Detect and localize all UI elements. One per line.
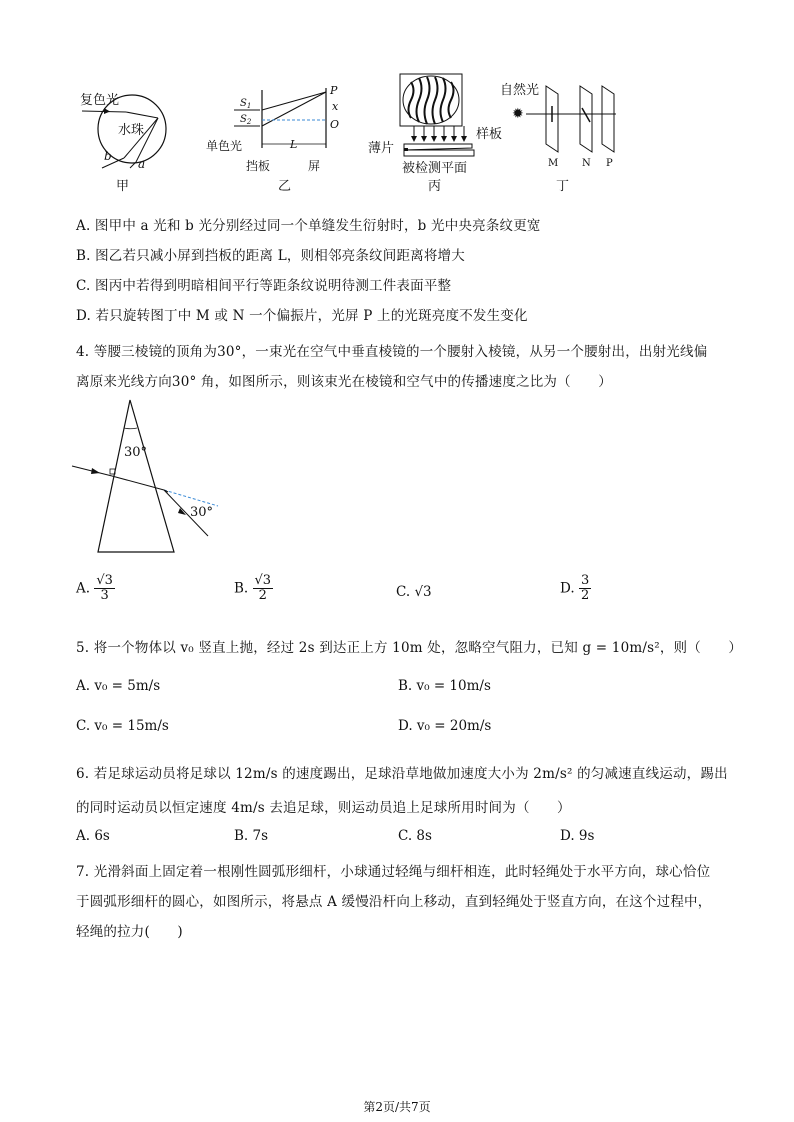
q5-option-b: B. v₀ = 10m/s bbox=[398, 678, 491, 694]
page-number: 第2页/共7页 bbox=[363, 1100, 431, 1114]
caption-jia: 甲 bbox=[116, 179, 130, 194]
figure-bing bbox=[364, 72, 514, 196]
q3-option-c: C. 图丙中若得到明暗相间平行等距条纹说明待测工件表面平整 bbox=[76, 278, 452, 294]
label-board: 挡板 bbox=[246, 159, 271, 173]
label-O: O bbox=[330, 118, 340, 131]
figure-yi bbox=[204, 84, 354, 196]
q3-option-d: D. 若只旋转图丁中 M 或 N 一个偏振片，光屏 P 上的光斑亮度不发生变化 bbox=[76, 308, 528, 324]
q4-stem-line1: 4. 等腰三棱镜的顶角为30°，一束光在空气中垂直棱镜的一个腰射入棱镜，从另一个腰射出，出射光线偏 bbox=[76, 344, 708, 360]
label-L: L bbox=[290, 138, 298, 151]
caption-bing: 丙 bbox=[428, 179, 442, 194]
q3-option-a: A. 图甲中 a 光和 b 光分别经过同一个单缝发生衍射时，b 光中央亮条纹更宽 bbox=[76, 218, 541, 234]
prism-triangle bbox=[98, 400, 174, 552]
label-b: b bbox=[104, 149, 112, 163]
label-x: x bbox=[332, 100, 339, 113]
caption-yi: 乙 bbox=[278, 179, 292, 194]
q6-stem-line2: 的同时运动员以恒定速度 4m/s 去追足球，则运动员追上足球所用时间为（ ） bbox=[76, 800, 571, 816]
q7-stem-line1: 7. 光滑斜面上固定着一根刚性圆弧形细杆，小球通过轻绳与细杆相连，此时轻绳处于水平方向，球心恰位 bbox=[76, 864, 711, 880]
figure-ding bbox=[496, 76, 636, 196]
caption-ding: 丁 bbox=[556, 179, 570, 194]
label-light: 复色光 bbox=[80, 93, 120, 108]
q4-option-b: B. $\frac{√3}{2}$ bbox=[234, 573, 272, 604]
label-film: 薄片 bbox=[368, 141, 395, 156]
q4-option-d: D. $\frac{3}{2}$ bbox=[560, 573, 590, 604]
label-screen: 屏 bbox=[308, 159, 321, 173]
angle-top-label: 30° bbox=[124, 445, 148, 460]
polarizer-N bbox=[580, 86, 592, 152]
q7-stem-line2: 于圆弧形细杆的圆心，如图所示，将悬点 A 缓慢沿杆向上移动，直到轻绳处于竖直方向，在这个过程中， bbox=[76, 894, 712, 910]
q6-option-c: C. 8s bbox=[398, 828, 432, 844]
sample-plate bbox=[404, 144, 472, 150]
label-P: P bbox=[330, 84, 338, 97]
label-mono: 单色光 bbox=[206, 139, 243, 153]
q5-option-a: A. v₀ = 5m/s bbox=[76, 678, 161, 694]
test-plane bbox=[404, 150, 474, 156]
q6-option-b: B. 7s bbox=[234, 828, 269, 844]
q4-option-c: C. √3 bbox=[396, 584, 432, 600]
label-natural-light: 自然光 bbox=[500, 83, 540, 98]
angle-exit-label: 30° bbox=[190, 505, 214, 520]
q6-stem-line1: 6. 若足球运动员将足球以 12m/s 的速度踢出，足球沿草地做加速度大小为 2m/s² 的匀减速直线运动，踢出 bbox=[76, 766, 728, 782]
label-drop: 水珠 bbox=[118, 123, 145, 138]
q4-option-a: A. $\frac{√3}{3}$ bbox=[76, 573, 113, 604]
q5-stem: 5. 将一个物体以 v₀ 竖直上抛，经过 2s 到达正上方 10m 处，忽略空气阻力，已知 g = 10m/s²，则（ ） bbox=[76, 640, 743, 656]
prism-figure bbox=[66, 396, 226, 560]
q6-option-a: A. 6s bbox=[76, 828, 110, 844]
label-sample: 样板 bbox=[476, 127, 503, 142]
label-P: P bbox=[606, 158, 613, 169]
light-source-icon: ✹ bbox=[512, 106, 524, 122]
q6-option-d: D. 9s bbox=[560, 828, 595, 844]
figure-jia bbox=[76, 84, 176, 196]
label-N: N bbox=[582, 158, 591, 169]
label-M: M bbox=[548, 158, 559, 169]
screen-P bbox=[602, 86, 614, 152]
label-s1: $S_1$ bbox=[240, 98, 252, 110]
q4-stem-line2: 离原来光线方向30° 角，如图所示，则该束光在棱镜和空气中的传播速度之比为（ ） bbox=[76, 374, 612, 390]
label-a: a bbox=[138, 157, 146, 171]
label-plane: 被检测平面 bbox=[402, 161, 468, 176]
q3-option-b: B. 图乙若只减小屏到挡板的距离 L，则相邻亮条纹间距离将增大 bbox=[76, 248, 465, 264]
q5-option-d: D. v₀ = 20m/s bbox=[398, 718, 492, 734]
q7-stem-line3: 轻绳的拉力( ) bbox=[76, 924, 183, 940]
q5-option-c: C. v₀ = 15m/s bbox=[76, 718, 169, 734]
label-s2: $S_2$ bbox=[240, 114, 252, 126]
